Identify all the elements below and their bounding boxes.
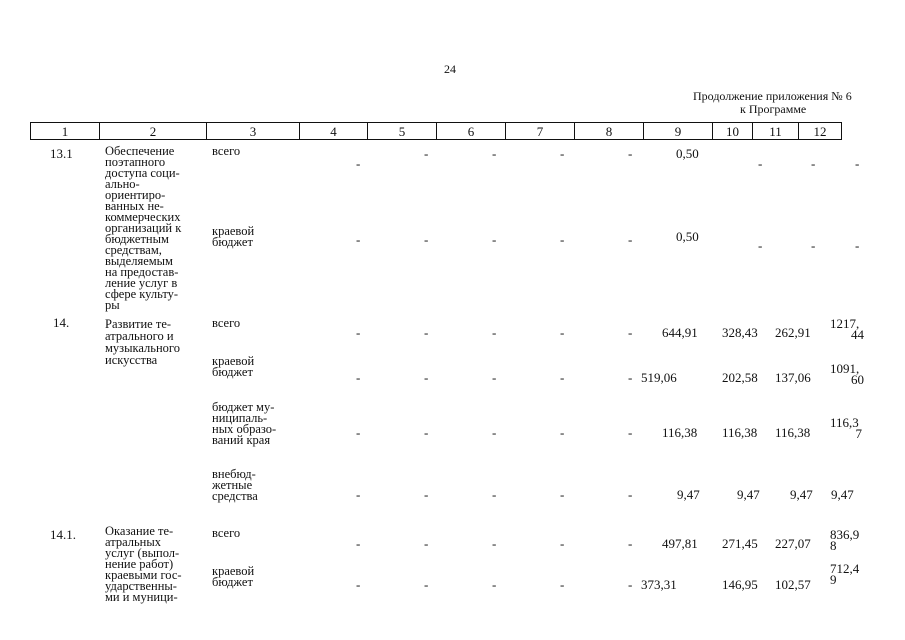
title-line: краевыми гос- [105,568,182,582]
cell-col11: - [811,238,816,253]
cell-col11: 116,38 [775,425,811,440]
title-line: атральных [105,535,162,549]
cell-col12: 9,47 [831,487,854,502]
title-line: ми и муници- [105,590,178,604]
source-line: бюджет [212,235,253,249]
title-line: коммерческих [105,210,181,224]
cell-col11: 262,91 [775,325,811,340]
cell-line: 712,4 [830,561,860,576]
source-line: краевой [212,564,255,578]
cell-col8: - [628,232,633,247]
cell-col10: 146,95 [722,577,758,592]
cell-col10: 202,58 [722,370,758,385]
row-title [105,146,181,311]
title-line: Обеспечение [105,144,175,158]
continuation-line-2: к Программе [740,102,807,116]
source-line: ниципаль- [212,411,268,425]
cell-col11: 102,57 [775,577,811,592]
source-line: всего [212,316,241,330]
col-header-8: 8 [575,123,644,140]
cell-col5: - [424,146,429,161]
cell-col9: 9,47 [677,487,700,502]
cell-col8: - [628,577,633,592]
title-line: Оказание те- [105,524,174,538]
col-header-9: 9 [644,123,713,140]
cell-col4: - [356,577,361,592]
cell-col7: - [560,325,565,340]
cell-col5: - [424,487,429,502]
cell-col5: - [424,370,429,385]
cell-col11: 137,06 [775,370,811,385]
title-line: ально- [105,177,140,191]
cell-col12 [830,563,864,585]
cell-col10: - [758,238,763,253]
title-line: Развитие те- [105,317,172,331]
cell-col8: - [628,536,633,551]
cell-col8: - [628,146,633,161]
cell-line: 44 [851,327,864,342]
cell-col12: - [855,156,860,171]
source-line: средства [212,489,258,503]
cell-col8: - [628,425,633,440]
title-line: атрального и [105,329,174,343]
col-header-3: 3 [207,123,300,140]
cell-col4: - [356,325,361,340]
title-line: поэтапного [105,155,166,169]
cell-col4: - [356,370,361,385]
cell-line: 8 [830,538,837,553]
row-number: 13.1 [50,146,73,161]
source-label [212,528,240,539]
source-line: всего [212,144,241,158]
title-line: ориентиро- [105,188,166,202]
cell-col11: 9,47 [790,487,813,502]
cell-col10: 328,43 [722,325,758,340]
cell-col8: - [628,370,633,385]
source-line: внебюд- [212,467,256,481]
title-line: ление услуг в [105,276,178,290]
cell-col4: - [356,536,361,551]
cell-col5: - [424,325,429,340]
cell-col12 [830,417,862,439]
cell-col9: 373,31 [641,577,677,592]
cell-col7: - [560,536,565,551]
cell-col12: - [855,238,860,253]
cell-line: 7 [855,426,862,441]
title-line: средствам, [105,243,162,257]
cell-line: 1217, [830,316,860,331]
cell-col11: - [811,156,816,171]
col-header-4: 4 [300,123,368,140]
source-line: ваний края [212,433,271,447]
cell-col5: - [424,425,429,440]
title-line: сфере культу- [105,287,179,301]
col-header-2: 2 [100,123,207,140]
cell-col6: - [492,325,497,340]
cell-col4: - [356,425,361,440]
cell-line: 1091, [830,361,860,376]
cell-col6: - [492,487,497,502]
cell-col8: - [628,487,633,502]
cell-col11: 227,07 [775,536,811,551]
title-line: ванных не- [105,199,164,213]
cell-col6: - [492,232,497,247]
cell-col5: - [424,536,429,551]
source-line: бюджет [212,365,253,379]
row-number: 14.1. [50,527,76,542]
title-line: ударственны- [105,579,177,593]
cell-col6: - [492,577,497,592]
column-header-row [30,122,842,140]
row-title [105,526,182,603]
cell-col7: - [560,232,565,247]
source-line: бюджет му- [212,400,275,414]
title-line: доступа соци- [105,166,180,180]
page-number: 24 [444,62,456,76]
col-header-6: 6 [437,123,506,140]
cell-col7: - [560,370,565,385]
col-header-1: 1 [31,123,100,140]
cell-col9: 0,50 [676,229,699,244]
cell-line: 60 [851,372,864,387]
cell-line: 9 [830,572,837,587]
source-label [212,318,240,329]
cell-col5: - [424,577,429,592]
cell-col9: 116,38 [662,425,698,440]
cell-col6: - [492,370,497,385]
source-label [212,146,240,157]
title-line: ры [105,298,120,312]
cell-col7: - [560,425,565,440]
title-line: бюджетным [105,232,169,246]
source-label [212,566,254,588]
col-header-11: 11 [753,123,799,140]
source-line: краевой [212,354,255,368]
title-line: услуг (выпол- [105,546,180,560]
cell-col4: - [356,487,361,502]
row-title [105,318,180,366]
continuation-line-1: Продолжение приложения № 6 [693,89,852,103]
title-line: музыкального [105,341,180,355]
cell-col12 [830,363,864,385]
cell-col4: - [356,232,361,247]
col-header-5: 5 [368,123,437,140]
title-line: искусства [105,353,158,367]
cell-col9: 0,50 [676,146,699,161]
cell-col10: 9,47 [737,487,760,502]
cell-col7: - [560,487,565,502]
cell-col6: - [492,425,497,440]
cell-col4: - [356,156,361,171]
cell-col12 [830,318,864,340]
source-label [212,402,276,446]
row-number: 14. [53,315,70,330]
cell-col7: - [560,146,565,161]
cell-col6: - [492,536,497,551]
cell-col6: - [492,146,497,161]
cell-col12 [830,529,864,551]
title-line: организаций к [105,221,182,235]
source-line: всего [212,526,241,540]
source-line: бюджет [212,575,253,589]
source-label [212,356,254,378]
source-line: краевой [212,224,255,238]
col-header-10: 10 [713,123,753,140]
title-line: на предостав- [105,265,179,279]
cell-col8: - [628,325,633,340]
source-label [212,469,258,502]
cell-col10: 271,45 [722,536,758,551]
cell-line: 116,3 [830,415,859,430]
title-line: выделяемым [105,254,173,268]
title-line: нение работ) [105,557,174,571]
cell-col9: 497,81 [662,536,698,551]
cell-col10: - [758,156,763,171]
cell-col9: 519,06 [641,370,677,385]
cell-col9: 644,91 [662,325,698,340]
source-label [212,226,254,248]
cell-col5: - [424,232,429,247]
source-line: ных образо- [212,422,277,436]
cell-col7: - [560,577,565,592]
source-line: жетные [212,478,253,492]
cell-line: 836,9 [830,527,860,542]
col-header-7: 7 [506,123,575,140]
col-header-12: 12 [799,123,842,140]
cell-col10: 116,38 [722,425,758,440]
